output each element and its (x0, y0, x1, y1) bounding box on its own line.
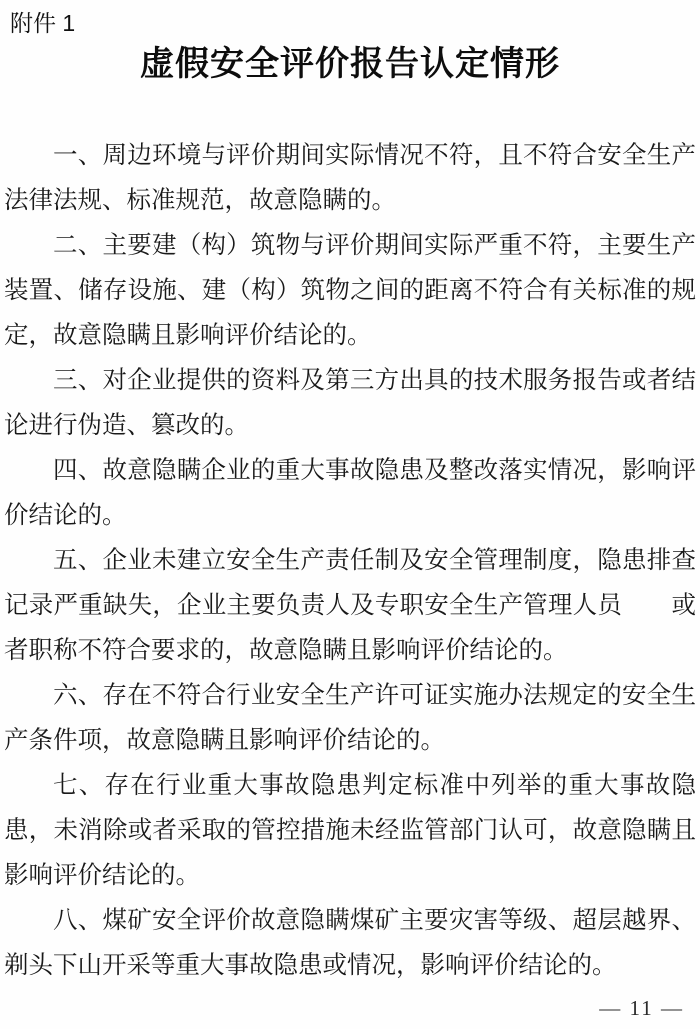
text-line: 装置、储存设施、建（构）筑物之间的距离不符合有关标准的规 (4, 277, 696, 304)
text-line: 五、企业未建立安全生产责任制及安全管理制度，隐患排查 (53, 547, 696, 574)
text-line: 产条件项，故意隐瞒且影响评价结论的。 (4, 727, 445, 754)
text-line: 论进行伪造、篡改的。 (4, 412, 249, 439)
text-line: 影响评价结论的。 (4, 862, 200, 889)
text-line: 患，未消除或者采取的管控措施未经监管部门认可，故意隐瞒且 (4, 817, 696, 844)
text-line: 者职称不符合要求的，故意隐瞒且影响评价结论的。 (4, 637, 568, 664)
text-line: 记录严重缺失，企业主要负责人及专职安全生产管理人员 或 (4, 592, 696, 619)
text-line: 价结论的。 (4, 502, 127, 529)
text-line: 三、对企业提供的资料及第三方出具的技术服务报告或者结 (53, 367, 696, 394)
page-number: — 11 — (599, 996, 684, 1020)
document-title: 虚假安全评价报告认定情形 (140, 45, 560, 83)
text-line: 六、存在不符合行业安全生产许可证实施办法规定的安全生 (53, 682, 696, 709)
text-line: 七、存在行业重大事故隐患判定标准中列举的重大事故隐 (53, 772, 696, 799)
text-line: 四、故意隐瞒企业的重大事故隐患及整改落实情况，影响评 (53, 457, 696, 484)
text-line: 定，故意隐瞒且影响评价结论的。 (4, 322, 372, 349)
attachment-label: 附件 1 (10, 10, 76, 36)
text-line: 八、煤矿安全评价故意隐瞒煤矿主要灾害等级、超层越界、 (53, 907, 696, 934)
text-line: 剃头下山开采等重大事故隐患或情况，影响评价结论的。 (4, 952, 617, 979)
document-body (4, 133, 696, 988)
text-line: 一、周边环境与评价期间实际情况不符，且不符合安全生产 (53, 142, 696, 169)
text-line: 法律法规、标准规范，故意隐瞒的。 (4, 187, 396, 214)
text-line: 二、主要建（构）筑物与评价期间实际严重不符，主要生产 (53, 232, 696, 259)
